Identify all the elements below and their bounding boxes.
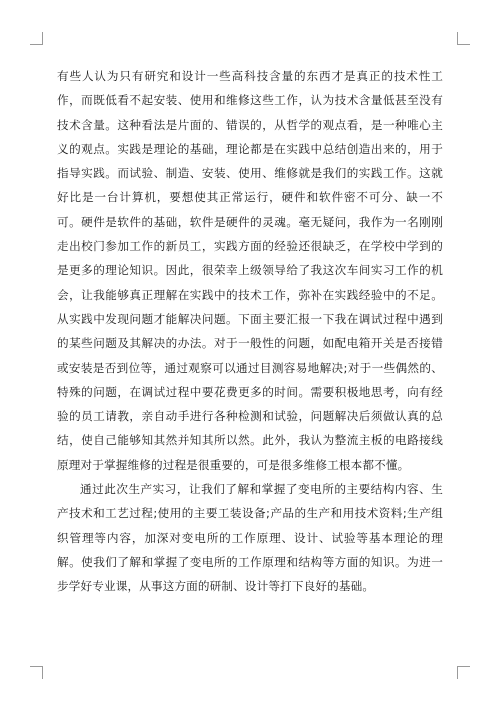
paragraph-1: 有些人认为只有研究和设计一些高科技含量的东西才是真正的技术性工作，而既低看不起安装、使用和维修这些工作，认为技术含量低甚至没有技术含量。这种看法是片面的、错误的，从哲学的观点看，是一种唯心主义的观点。实践是理论的基础，理论都是在实践中总结创造出来的，用于指导实践。而试验、制造、安装、使用、维修就是我们的实践工作。这就好比是一台计算机，要想使其正常运行，硬件和软件密不可分、缺一不可。硬件是软件的基础，软件是硬件的灵魂。毫无疑问，我作为一名刚刚走出校门参加工作的新员工，实践方面的经验还很缺乏，在学校中学到的是更多的理论知识。因此，很荣幸上级领导给了我这次车间实习工作的机会，让我能够真正理解在实践中的技术工作，弥补在实践经验中的不足。从实践中发现问题才能解决问题。下面主要汇报一下我在调试过程中遇到的某些问题及其解决的办法。对于一般性的问题，如配电箱开关是否接错或安装是否到位等，通过观察可以通过目测容易地解决;对于一些偶然的、特殊的问题，在调试过程中要花费更多的时间。需要积极地思考，向有经验的员工请教，亲自动手进行各种检测和试验，问题解决后须做认真的总结，使自己能够知其然并知其所以然。此外，我认为整流主板的电路接线原理对于掌握维修的过程是很重要的，可是很多维修工根本都不懂。 — [57, 69, 443, 472]
crop-mark-bottom-right — [457, 666, 470, 679]
crop-mark-top-right — [457, 32, 470, 45]
crop-mark-top-left — [30, 32, 43, 45]
crop-mark-bottom-left — [30, 666, 43, 679]
document-body — [57, 64, 443, 599]
paragraph-2: 通过此次生产实习，让我们了解和掌握了变电所的主要结构内容、生产技术和工艺过程;使用的主要工装设备;产品的生产和用技术资料;生产组织管理等内容，加深对变电所的工作原理、设计、试验等基本理论的理解。使我们了解和掌握了变电所的工作原理和结构等方面的知识。为进一步学好专业课，从事这方面的研制、设计等打下良好的基础。 — [57, 482, 443, 594]
